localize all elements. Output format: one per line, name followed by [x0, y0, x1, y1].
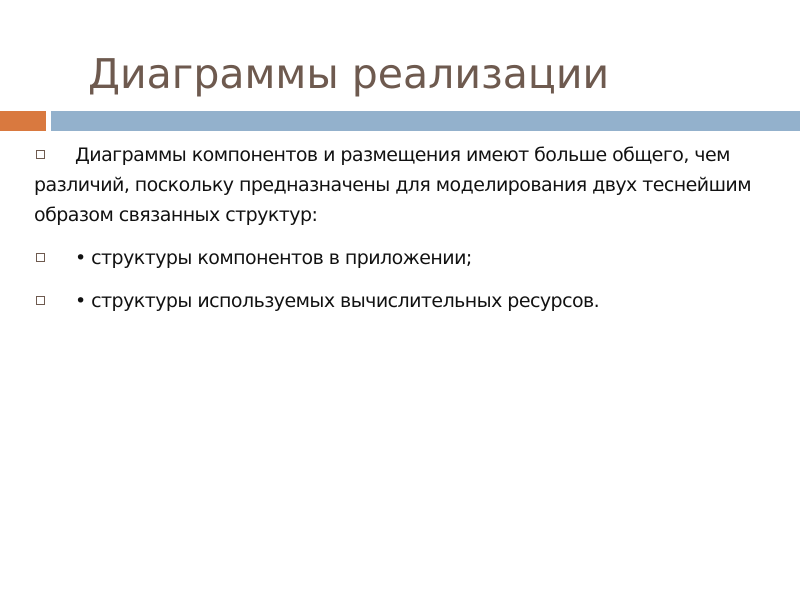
bullet-text: Диаграммы компонентов и размещения имеют больше общего, чем различий, поскольку предназначены для моделирования двух теснейшим образом связанных структур:	[34, 144, 752, 226]
hollow-square-bullet-icon	[36, 150, 45, 159]
hollow-square-bullet-icon	[36, 296, 45, 305]
slide-title: Диаграммы реализации	[88, 50, 610, 98]
bullet-item	[34, 286, 774, 316]
bullet-item	[34, 243, 774, 273]
bullet-text: • структуры используемых вычислительных ресурсов.	[75, 290, 600, 312]
title-divider-bar	[51, 111, 800, 131]
bullet-item	[34, 140, 774, 230]
hollow-square-bullet-icon	[36, 253, 45, 262]
bullet-text: • структуры компонентов в приложении;	[75, 247, 472, 269]
bullet-list	[34, 140, 774, 329]
title-accent-bar	[0, 111, 46, 131]
